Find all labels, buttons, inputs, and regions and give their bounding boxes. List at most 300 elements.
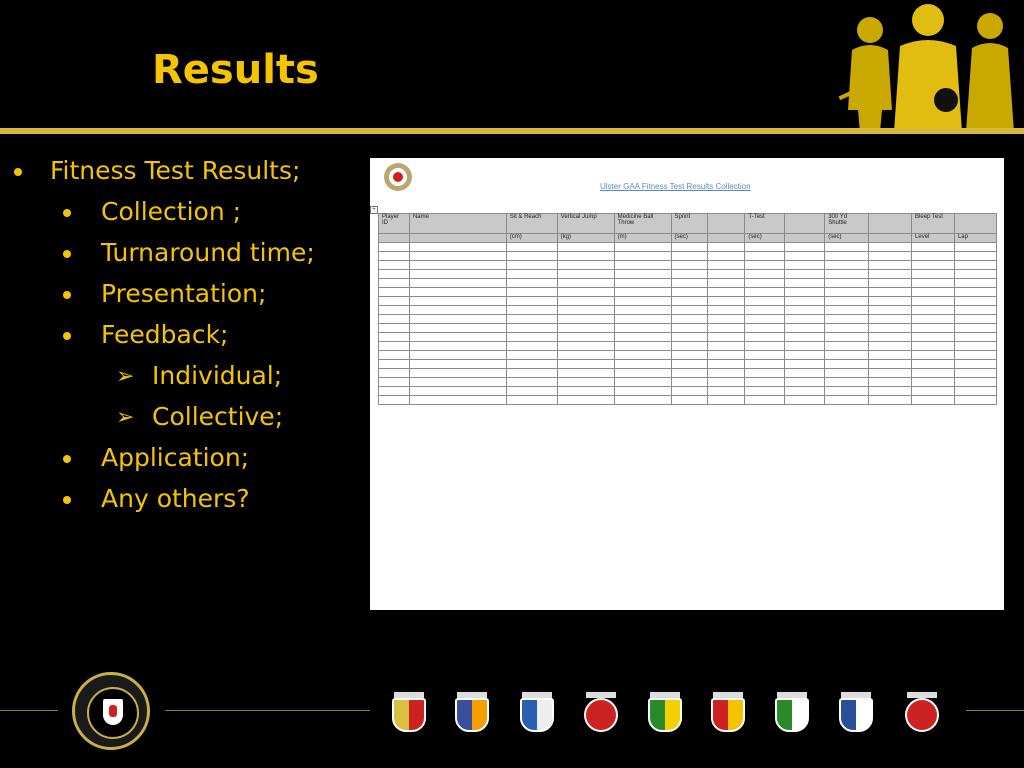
table-cell xyxy=(912,369,955,378)
table-cell xyxy=(379,315,410,324)
table-cell xyxy=(557,342,614,351)
table-cell xyxy=(409,261,506,270)
table-cell xyxy=(506,360,557,369)
table-cell xyxy=(614,279,671,288)
table-cell xyxy=(409,243,506,252)
table-cell xyxy=(557,351,614,360)
table-cell xyxy=(954,387,996,396)
table-cell xyxy=(708,297,745,306)
table-cell xyxy=(708,342,745,351)
bullet-dot-icon xyxy=(63,291,71,299)
table-row xyxy=(379,324,997,333)
table-cell xyxy=(614,342,671,351)
table-cell xyxy=(912,306,955,315)
table-cell xyxy=(409,279,506,288)
table-cell xyxy=(557,315,614,324)
table-row xyxy=(379,306,997,315)
table-cell: T-Test xyxy=(745,214,785,234)
table-cell xyxy=(506,270,557,279)
table-cell xyxy=(379,324,410,333)
table-cell xyxy=(409,378,506,387)
table-cell xyxy=(557,333,614,342)
table-cell xyxy=(379,396,410,405)
table-cell xyxy=(614,378,671,387)
table-row xyxy=(379,396,997,405)
table-cell xyxy=(954,243,996,252)
table-cell xyxy=(506,378,557,387)
table-cell xyxy=(825,333,869,342)
table-cell xyxy=(745,279,785,288)
table-cell xyxy=(954,270,996,279)
down-crest-icon xyxy=(709,692,747,734)
table-row xyxy=(379,333,997,342)
table-cell xyxy=(506,288,557,297)
table-cell xyxy=(379,252,410,261)
table-row xyxy=(379,369,997,378)
table-cell xyxy=(954,351,996,360)
table-cell xyxy=(708,261,745,270)
table-cell: Player ID xyxy=(379,214,410,234)
derry-crest-icon xyxy=(582,692,620,734)
table-cell xyxy=(379,279,410,288)
table-cell: (sec) xyxy=(825,234,869,243)
table-cell xyxy=(785,333,825,342)
table-cell xyxy=(557,378,614,387)
table-cell xyxy=(671,360,708,369)
table-cell xyxy=(869,306,912,315)
table-cell xyxy=(506,315,557,324)
table-cell xyxy=(409,315,506,324)
table-cell xyxy=(557,369,614,378)
table-cell xyxy=(614,297,671,306)
table-cell xyxy=(708,360,745,369)
table-cell xyxy=(708,387,745,396)
armagh-crest-icon xyxy=(453,692,491,734)
table-cell xyxy=(614,360,671,369)
table-cell xyxy=(825,387,869,396)
table-cell xyxy=(409,360,506,369)
table-cell xyxy=(506,306,557,315)
table-cell xyxy=(708,369,745,378)
table-cell xyxy=(869,396,912,405)
table-cell xyxy=(825,360,869,369)
table-cell xyxy=(708,243,745,252)
table-cell xyxy=(671,261,708,270)
table-cell xyxy=(954,315,996,324)
table-cell: Sprint xyxy=(671,214,708,234)
table-cell xyxy=(869,214,912,234)
bullet-text: Application; xyxy=(101,443,250,472)
table-cell xyxy=(614,387,671,396)
table-cell xyxy=(954,396,996,405)
table-row xyxy=(379,214,997,234)
document-title: Ulster GAA Fitness Test Results Collection xyxy=(600,182,751,191)
table-cell xyxy=(745,288,785,297)
table-cell xyxy=(825,342,869,351)
table-cell xyxy=(614,252,671,261)
table-cell: 300 Yd Shuttle xyxy=(825,214,869,234)
table-cell xyxy=(785,279,825,288)
bullet-text: Fitness Test Results; xyxy=(50,156,301,185)
bullet-arrow-icon: ➢ xyxy=(116,364,135,389)
table-cell xyxy=(912,324,955,333)
table-cell xyxy=(825,378,869,387)
table-cell xyxy=(614,306,671,315)
table-row xyxy=(379,270,997,279)
table-cell xyxy=(409,297,506,306)
table-row xyxy=(379,288,997,297)
table-cell xyxy=(614,315,671,324)
table-cell xyxy=(379,234,410,243)
table-cell xyxy=(506,261,557,270)
table-row xyxy=(379,387,997,396)
table-cell xyxy=(379,351,410,360)
bullet-text: Presentation; xyxy=(101,279,267,308)
table-cell: Bleep Test xyxy=(912,214,955,234)
monaghan-crest-icon xyxy=(837,692,875,734)
table-cell xyxy=(409,306,506,315)
table-cell xyxy=(825,324,869,333)
table-cell xyxy=(671,333,708,342)
table-cell xyxy=(409,234,506,243)
table-cell xyxy=(869,252,912,261)
table-cell xyxy=(614,261,671,270)
table-row xyxy=(379,279,997,288)
table-cell xyxy=(671,324,708,333)
table-cell xyxy=(912,261,955,270)
bullet-text: Collective; xyxy=(152,402,284,431)
table-cell xyxy=(557,261,614,270)
ulster-crest-icon xyxy=(384,163,412,191)
table-cell xyxy=(506,252,557,261)
table-cell xyxy=(869,351,912,360)
table-move-handle[interactable]: + xyxy=(370,206,378,214)
table-cell xyxy=(745,378,785,387)
table-cell xyxy=(671,306,708,315)
bullet-text: Turnaround time; xyxy=(101,238,315,267)
table-cell xyxy=(409,351,506,360)
table-cell xyxy=(869,288,912,297)
table-cell xyxy=(745,243,785,252)
table-cell xyxy=(785,396,825,405)
bullet-dot-icon xyxy=(63,250,71,258)
table-cell: (cm) xyxy=(506,234,557,243)
table-cell xyxy=(785,360,825,369)
table-cell xyxy=(954,214,996,234)
table-cell xyxy=(379,360,410,369)
footer-line-left xyxy=(0,710,58,711)
table-cell xyxy=(708,270,745,279)
table-cell xyxy=(671,369,708,378)
table-cell xyxy=(869,234,912,243)
table-cell xyxy=(954,288,996,297)
table-cell xyxy=(708,324,745,333)
table-cell xyxy=(614,288,671,297)
table-cell xyxy=(409,387,506,396)
bullet-dot-icon xyxy=(63,455,71,463)
bullet-text: Any others? xyxy=(101,484,250,513)
table-cell xyxy=(745,396,785,405)
bullet-arrow-icon: ➢ xyxy=(116,405,135,430)
bullet-text: Collection ; xyxy=(101,197,242,226)
table-cell xyxy=(409,396,506,405)
table-cell xyxy=(409,342,506,351)
table-row xyxy=(379,351,997,360)
table-cell xyxy=(671,342,708,351)
table-cell xyxy=(506,351,557,360)
table-cell xyxy=(869,342,912,351)
table-cell xyxy=(954,378,996,387)
table-cell xyxy=(869,261,912,270)
table-cell xyxy=(912,288,955,297)
table-cell xyxy=(954,261,996,270)
table-cell xyxy=(785,214,825,234)
table-cell xyxy=(825,279,869,288)
table-cell xyxy=(825,288,869,297)
table-cell xyxy=(671,378,708,387)
table-cell xyxy=(557,396,614,405)
table-cell xyxy=(912,252,955,261)
table-cell xyxy=(912,315,955,324)
table-cell xyxy=(869,279,912,288)
table-cell xyxy=(745,342,785,351)
table-cell xyxy=(912,387,955,396)
table-cell xyxy=(409,288,506,297)
table-row xyxy=(379,360,997,369)
fitness-results-table xyxy=(378,213,997,405)
table-cell xyxy=(557,252,614,261)
table-row xyxy=(379,378,997,387)
footer-line-middle xyxy=(165,710,370,711)
table-row xyxy=(379,252,997,261)
table-cell xyxy=(379,270,410,279)
table-cell xyxy=(954,306,996,315)
table-cell xyxy=(912,351,955,360)
table-cell xyxy=(614,324,671,333)
table-cell xyxy=(785,288,825,297)
table-cell xyxy=(671,243,708,252)
table-cell xyxy=(379,261,410,270)
table-cell xyxy=(825,351,869,360)
table-cell xyxy=(671,351,708,360)
table-cell xyxy=(954,297,996,306)
table-cell xyxy=(708,396,745,405)
table-row xyxy=(379,261,997,270)
table-cell xyxy=(825,315,869,324)
table-cell xyxy=(825,261,869,270)
table-row xyxy=(379,243,997,252)
table-cell xyxy=(409,270,506,279)
table-cell xyxy=(745,261,785,270)
table-cell xyxy=(912,279,955,288)
bullet-dot-icon xyxy=(14,168,22,176)
table-cell xyxy=(869,324,912,333)
table-cell xyxy=(745,306,785,315)
table-cell xyxy=(506,369,557,378)
table-cell: Vertical Jump xyxy=(557,214,614,234)
table-cell: Lap xyxy=(954,234,996,243)
table-cell xyxy=(409,252,506,261)
table-cell xyxy=(708,351,745,360)
table-cell xyxy=(745,270,785,279)
table-cell xyxy=(708,234,745,243)
table-cell xyxy=(379,333,410,342)
table-cell xyxy=(614,270,671,279)
table-cell xyxy=(708,279,745,288)
table-cell: (sec) xyxy=(671,234,708,243)
table-cell: Medicine Ball Throw xyxy=(614,214,671,234)
table-cell xyxy=(745,333,785,342)
table-cell xyxy=(869,270,912,279)
table-cell xyxy=(557,306,614,315)
table-cell xyxy=(954,360,996,369)
table-cell xyxy=(825,252,869,261)
table-cell xyxy=(745,369,785,378)
table-cell xyxy=(409,369,506,378)
table-cell xyxy=(785,234,825,243)
table-cell xyxy=(557,297,614,306)
donegal-crest-icon xyxy=(646,692,684,734)
table-cell xyxy=(912,333,955,342)
table-cell xyxy=(785,342,825,351)
table-cell xyxy=(614,396,671,405)
table-row xyxy=(379,315,997,324)
table-cell xyxy=(557,387,614,396)
table-cell xyxy=(825,243,869,252)
table-cell xyxy=(557,324,614,333)
table-cell xyxy=(785,324,825,333)
table-cell xyxy=(379,342,410,351)
table-cell xyxy=(785,378,825,387)
table-cell xyxy=(912,270,955,279)
table-cell xyxy=(954,369,996,378)
table-cell xyxy=(785,243,825,252)
table-cell xyxy=(557,270,614,279)
table-cell xyxy=(785,387,825,396)
table-cell xyxy=(869,315,912,324)
table-cell xyxy=(506,243,557,252)
table-cell xyxy=(745,252,785,261)
table-cell: (m) xyxy=(614,234,671,243)
table-cell xyxy=(506,297,557,306)
table-row xyxy=(379,297,997,306)
table-cell xyxy=(506,396,557,405)
table-cell xyxy=(825,297,869,306)
table-cell xyxy=(954,252,996,261)
table-cell xyxy=(869,378,912,387)
bullet-dot-icon xyxy=(63,209,71,217)
table-cell xyxy=(869,243,912,252)
table-cell xyxy=(614,351,671,360)
table-cell xyxy=(954,333,996,342)
table-cell xyxy=(785,351,825,360)
document-screenshot xyxy=(370,158,1004,610)
table-cell xyxy=(825,306,869,315)
fermanagh-crest-icon xyxy=(773,692,811,734)
table-cell xyxy=(614,369,671,378)
table-cell xyxy=(379,369,410,378)
ulster-gaa-crest-icon xyxy=(72,672,150,750)
bullet-dot-icon xyxy=(63,332,71,340)
table-cell xyxy=(379,387,410,396)
table-cell xyxy=(785,369,825,378)
table-cell: Name xyxy=(409,214,506,234)
table-cell xyxy=(506,387,557,396)
footer-line-right xyxy=(966,710,1024,711)
tyrone-crest-icon xyxy=(903,692,941,734)
table-cell xyxy=(912,378,955,387)
antrim-crest-icon xyxy=(390,692,428,734)
table-cell xyxy=(745,324,785,333)
table-cell xyxy=(557,288,614,297)
table-row xyxy=(379,234,997,243)
table-cell xyxy=(671,279,708,288)
table-cell xyxy=(671,315,708,324)
table-cell xyxy=(708,306,745,315)
table-cell xyxy=(745,297,785,306)
table-cell xyxy=(745,315,785,324)
bullet-dot-icon xyxy=(63,496,71,504)
slide-title: Results xyxy=(152,47,319,93)
table-cell: Sit & Reach xyxy=(506,214,557,234)
table-cell xyxy=(708,315,745,324)
table-cell xyxy=(671,288,708,297)
table-cell xyxy=(745,351,785,360)
table-cell: (sec) xyxy=(745,234,785,243)
table-cell xyxy=(614,333,671,342)
table-cell: (kg) xyxy=(557,234,614,243)
table-cell xyxy=(614,243,671,252)
bullet-text: Feedback; xyxy=(101,320,229,349)
table-cell xyxy=(825,396,869,405)
table-cell xyxy=(912,342,955,351)
table-cell xyxy=(785,270,825,279)
table-cell xyxy=(869,387,912,396)
table-cell xyxy=(708,252,745,261)
cavan-crest-icon xyxy=(518,692,556,734)
table-cell xyxy=(785,306,825,315)
table-cell xyxy=(506,333,557,342)
table-cell xyxy=(912,243,955,252)
table-cell xyxy=(379,306,410,315)
table-cell xyxy=(671,396,708,405)
table-cell xyxy=(708,288,745,297)
table-cell xyxy=(557,360,614,369)
table-cell xyxy=(506,342,557,351)
title-divider xyxy=(0,128,1024,134)
table-cell xyxy=(671,297,708,306)
table-cell xyxy=(379,378,410,387)
table-cell xyxy=(708,214,745,234)
table-cell xyxy=(785,252,825,261)
table-cell xyxy=(912,297,955,306)
table-cell xyxy=(825,369,869,378)
table-cell xyxy=(708,333,745,342)
table-cell xyxy=(745,360,785,369)
table-cell xyxy=(409,333,506,342)
table-cell xyxy=(912,360,955,369)
table-cell xyxy=(708,378,745,387)
table-cell xyxy=(869,369,912,378)
table-cell xyxy=(379,288,410,297)
table-cell xyxy=(785,297,825,306)
player-silhouettes-icon xyxy=(838,0,1024,132)
table-cell xyxy=(557,243,614,252)
table-cell xyxy=(869,333,912,342)
table-cell xyxy=(379,297,410,306)
table-cell xyxy=(379,243,410,252)
table-cell xyxy=(506,279,557,288)
